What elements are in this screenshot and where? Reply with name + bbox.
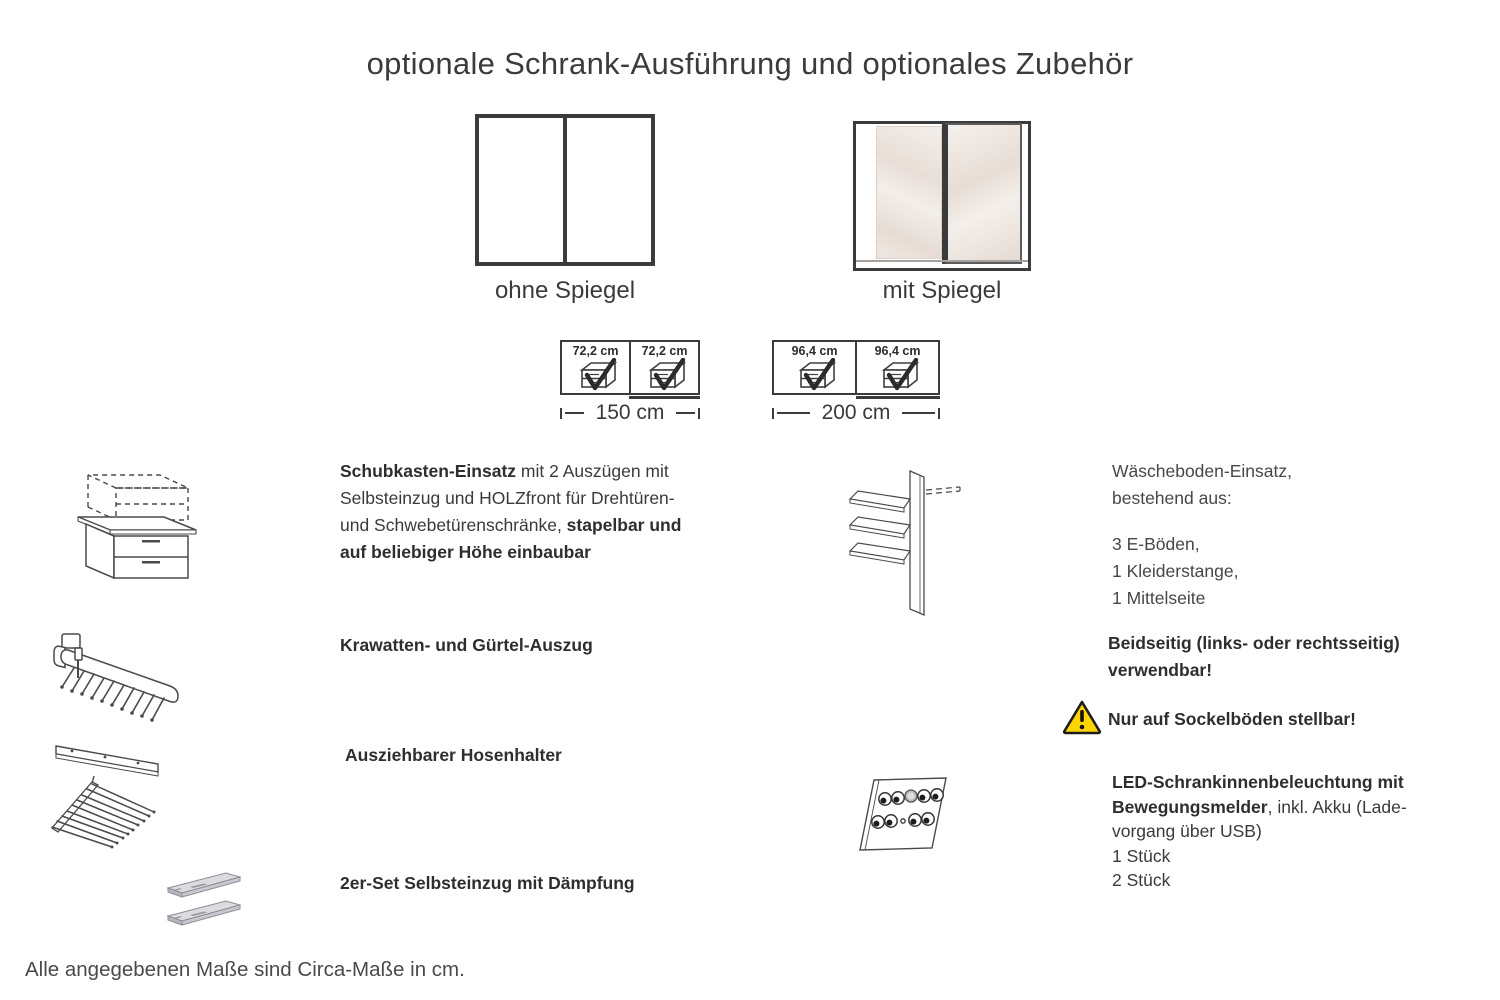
cell-width-label: 72,2 cm <box>641 344 688 358</box>
mirror-door-right <box>942 123 1022 264</box>
soft-close-set-label: 2er-Set Selbsteinzug mit Dämpfung <box>340 873 635 893</box>
drawer-insert-figure <box>76 464 202 582</box>
quantity-option: 1 Stück <box>1112 845 1171 866</box>
laundry-shelf-parts-list <box>1112 531 1452 612</box>
dim-segment <box>902 412 935 414</box>
led-light-description <box>1112 770 1472 893</box>
trouser-holder-figure <box>50 738 205 853</box>
warning-triangle-icon <box>1062 699 1102 735</box>
drawer-insert-description <box>340 458 720 566</box>
dimension-line-200 <box>772 401 940 425</box>
description-text: Wäscheboden-Einsatz, <box>1112 461 1292 481</box>
laundry-shelf-insert-icon <box>848 463 968 621</box>
cell-width-label: 72,2 cm <box>572 344 619 358</box>
footer-note: Alle angegebenen Maße sind Circa-Maße in cm. <box>25 958 465 981</box>
description-text: mit 2 Auszügen mit <box>516 461 669 481</box>
dim-segment <box>777 412 810 414</box>
dim-tick <box>560 408 562 419</box>
description-bold: stapelbar und <box>566 515 682 535</box>
wardrobe-door-divider <box>563 118 567 262</box>
wardrobe-with-mirror-label: mit Spiegel <box>882 277 1002 304</box>
tie-belt-rack-icon <box>48 628 188 728</box>
quantity-option: 2 Stück <box>1112 870 1171 890</box>
note-bold: Beidseitig (links- oder rechtsseitig) <box>1108 633 1400 653</box>
size-cell <box>562 342 629 393</box>
wardrobe-without-mirror-label: ohne Spiegel <box>494 277 636 304</box>
drawer-insert-title: Schubkasten-Einsatz <box>340 461 517 481</box>
dim-tick <box>772 408 774 419</box>
door-track-line <box>629 396 700 399</box>
wardrobe-with-mirror-figure <box>853 121 1031 271</box>
description-text: und Schwebetürenschränke, <box>340 515 567 535</box>
tie-belt-rack-figure <box>48 628 188 728</box>
dim-tick <box>938 408 940 419</box>
wardrobe-base-line <box>856 260 1028 262</box>
drawer-check-icon <box>793 358 837 392</box>
trouser-holder-label: Ausziehbarer Hosenhalter <box>345 745 562 765</box>
drawer-check-icon <box>574 358 618 392</box>
both-sides-note <box>1108 630 1468 684</box>
size-diagram-200 <box>772 340 940 395</box>
parts-list-item: 1 Mittelseite <box>1112 588 1206 608</box>
note-bold: verwendbar! <box>1108 660 1213 680</box>
description-text: Selbsteinzug und HOLZfront für Drehtüren- <box>340 488 675 508</box>
drawer-insert-icon <box>76 464 202 582</box>
door-track-line <box>856 396 940 399</box>
dim-segment <box>676 412 695 414</box>
led-light-icon <box>856 770 951 858</box>
soft-close-set-figure <box>160 868 248 932</box>
led-title-bold: LED-Schrankinnenbeleuchtung mit <box>1112 772 1404 792</box>
description-bold: auf beliebiger Höhe einbaubar <box>340 542 591 562</box>
drawer-check-icon <box>876 358 920 392</box>
size-diagram-150 <box>560 340 700 395</box>
dimension-line-150 <box>560 401 700 425</box>
page-title: optionale Schrank-Ausführung und optionales Zubehör <box>366 46 1134 81</box>
soft-close-rails-icon <box>160 868 248 932</box>
total-width-label: 150 cm <box>595 401 665 424</box>
cell-width-label: 96,4 cm <box>791 344 838 358</box>
led-title-bold: Bewegungsmelder <box>1112 796 1268 817</box>
parts-list-item: 1 Kleiderstange, <box>1112 561 1239 581</box>
laundry-shelf-insert-figure <box>848 463 968 621</box>
size-cell <box>774 342 855 393</box>
description-text: bestehend aus: <box>1112 488 1232 508</box>
description-text: vorgang über USB) <box>1112 821 1262 841</box>
mirror-door-left <box>876 126 942 259</box>
trouser-holder-icon <box>50 738 205 853</box>
cell-width-label: 96,4 cm <box>874 344 921 358</box>
size-cell <box>855 342 938 393</box>
parts-list-item: 3 E-Böden, <box>1112 534 1200 554</box>
drawer-check-icon <box>643 358 687 392</box>
led-light-figure <box>856 770 951 858</box>
size-cell <box>629 342 698 393</box>
dim-segment <box>565 412 584 414</box>
warning-figure <box>1062 699 1102 735</box>
wardrobe-without-mirror-figure <box>475 114 655 266</box>
tie-belt-rack-label: Krawatten- und Gürtel-Auszug <box>340 635 593 655</box>
description-text: , inkl. Akku (Lade- <box>1267 796 1407 817</box>
dim-tick <box>698 408 700 419</box>
laundry-shelf-description <box>1112 458 1452 512</box>
warning-text: Nur auf Sockelböden stellbar! <box>1108 709 1356 729</box>
total-width-label: 200 cm <box>821 401 891 424</box>
